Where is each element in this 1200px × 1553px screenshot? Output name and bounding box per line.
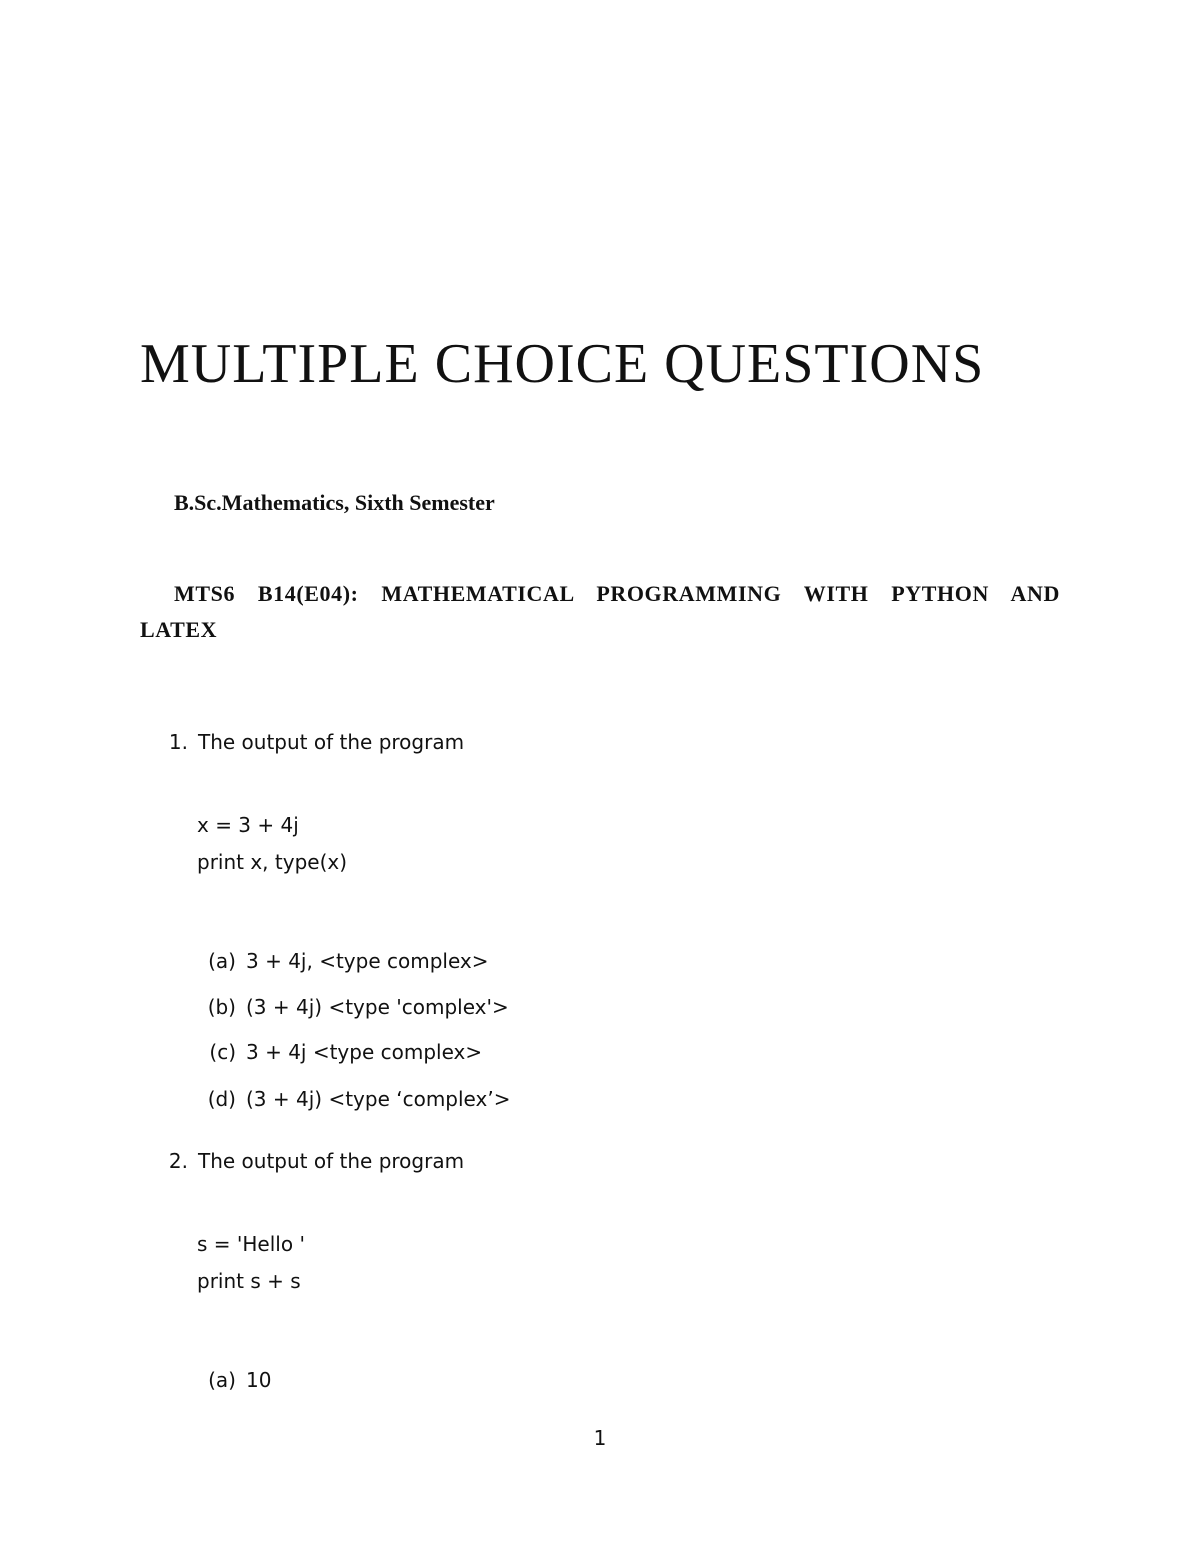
paper-title: MTS6 B14(E04): MATHEMATICAL PROGRAMMING WITH PYTHON AND LATEX xyxy=(140,581,1060,642)
question-number: 2. xyxy=(168,1149,188,1173)
option-label: (a) xyxy=(208,1368,236,1392)
question-number: 1. xyxy=(168,730,188,754)
code-line: print s + s xyxy=(197,1269,301,1293)
question-text: The output of the program xyxy=(198,730,465,754)
option-text: 3 + 4j, <type complex> xyxy=(246,949,489,973)
page-number: 1 xyxy=(593,1426,607,1450)
option-text: 3 + 4j <type complex> xyxy=(246,1040,483,1064)
question-text: The output of the program xyxy=(198,1149,465,1173)
option-text: (3 + 4j) <type ‘complex’> xyxy=(246,1087,511,1111)
option-label: (b) xyxy=(207,995,236,1019)
code-line: s = 'Hello ' xyxy=(197,1232,305,1256)
option-label: (c) xyxy=(209,1040,236,1064)
course-line: B.Sc.Mathematics, Sixth Semester xyxy=(174,490,495,515)
document-title: MULTIPLE CHOICE QUESTIONS xyxy=(140,333,985,395)
code-line: x = 3 + 4j xyxy=(197,813,299,837)
option-label: (a) xyxy=(208,949,236,973)
option-text: (3 + 4j) <type 'complex'> xyxy=(246,995,509,1019)
option-label: (d) xyxy=(207,1087,236,1111)
code-line: print x, type(x) xyxy=(197,850,348,874)
option-text: 10 xyxy=(246,1368,272,1392)
